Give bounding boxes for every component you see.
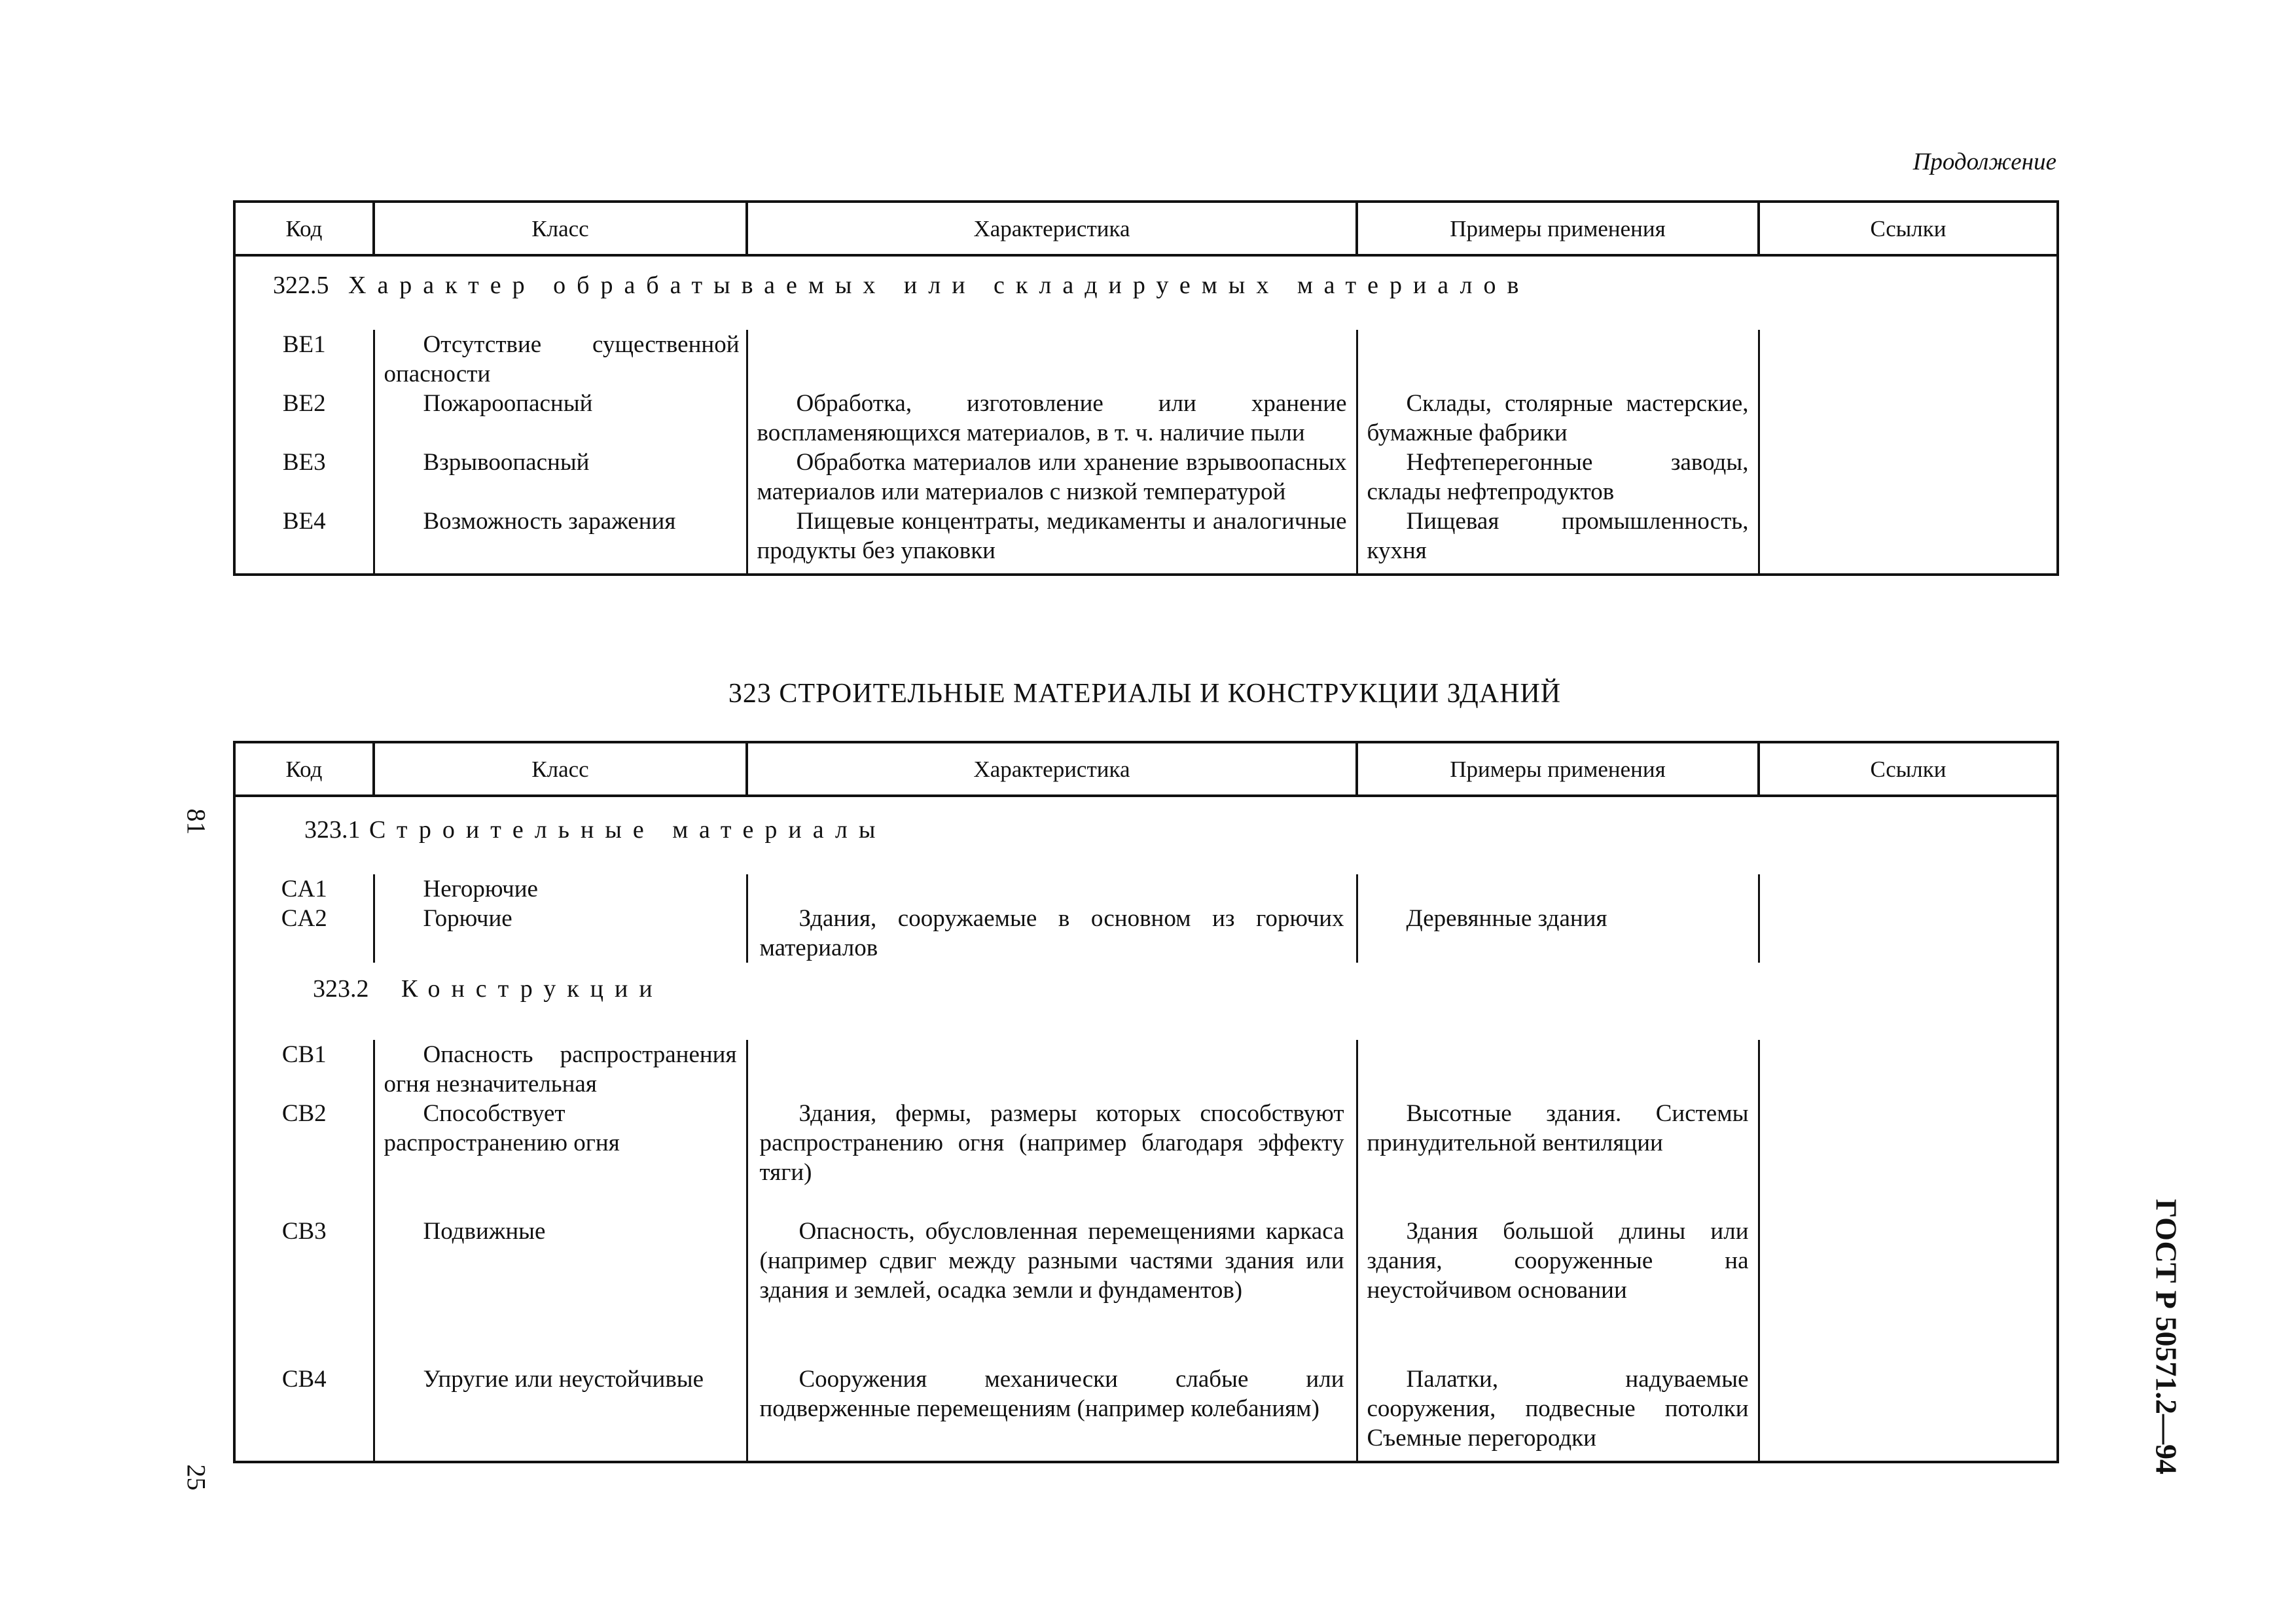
row-refs xyxy=(1759,507,2058,565)
header-refs: Ссылки xyxy=(1759,202,2058,255)
table-row xyxy=(234,874,2058,904)
row-characteristic: Здания, сооружаемые в основном из горючих материалов xyxy=(747,904,1357,963)
row-code: CA1 xyxy=(234,874,374,904)
header-characteristic: Характеристика xyxy=(747,202,1357,255)
section-title: Строительные материалы xyxy=(369,816,887,844)
section-number: 323.1 xyxy=(304,816,361,844)
table-row xyxy=(234,1217,2058,1364)
row-class: Негорючие xyxy=(374,874,747,904)
header-refs: Ссылки xyxy=(1759,742,2058,796)
row-class: Опасность распространения огня незначительная xyxy=(374,1040,747,1099)
row-examples xyxy=(1357,1040,1759,1099)
row-class: Возможность заражения xyxy=(374,507,747,565)
row-class: Упругие или неустойчивые xyxy=(374,1364,747,1453)
row-code: CB2 xyxy=(234,1099,374,1217)
row-examples: Нефтеперегонные заводы, склады нефтепродуктов xyxy=(1357,448,1759,507)
section-row xyxy=(234,255,2058,330)
continuation-label: Продолжение xyxy=(1912,149,2056,175)
page-number-81: 81 xyxy=(181,808,211,835)
section-title: Конструкции xyxy=(401,975,664,1003)
table-row xyxy=(234,1040,2058,1099)
row-refs xyxy=(1759,904,2058,963)
row-code: BE3 xyxy=(234,448,374,507)
row-class: Подвижные xyxy=(374,1217,747,1364)
standard-code: ГОСТ Р 50571.2—94 xyxy=(2149,1199,2183,1474)
row-class: Горючие xyxy=(374,904,747,963)
row-examples: Склады, столярные мастерские, бумажные фабрики xyxy=(1357,389,1759,448)
row-class: Способствует распространению огня xyxy=(374,1099,747,1217)
row-code: CB1 xyxy=(234,1040,374,1099)
row-code: BE2 xyxy=(234,389,374,448)
row-class: Взрывоопасный xyxy=(374,448,747,507)
row-examples: Деревянные здания xyxy=(1357,904,1759,963)
row-examples: Здания большой длины или здания, сооруженные на неустойчивом основании xyxy=(1357,1217,1759,1364)
table-row xyxy=(234,389,2058,448)
row-characteristic: Пищевые концентраты, медикаменты и аналогичные продукты без упаковки xyxy=(747,507,1357,565)
header-class: Класс xyxy=(374,202,747,255)
header-examples: Примеры применения xyxy=(1357,742,1759,796)
row-refs xyxy=(1759,389,2058,448)
table-row xyxy=(234,448,2058,507)
row-class: Пожароопасный xyxy=(374,389,747,448)
row-refs xyxy=(1759,330,2058,389)
row-refs xyxy=(1759,448,2058,507)
table-322-5 xyxy=(233,200,2059,576)
row-class: Отсутствие существенной опасности xyxy=(374,330,747,389)
row-characteristic xyxy=(747,1040,1357,1099)
row-characteristic: Здания, фермы, размеры которых способствуют распространению огня (например благодаря эффекту тяги) xyxy=(747,1099,1357,1217)
table-header-row xyxy=(234,742,2058,796)
row-characteristic: Опасность, обусловленная перемещениями каркаса (например сдвиг между разными частями здания или здания и землей, осадка земли и фундаментов) xyxy=(747,1217,1357,1364)
table-row xyxy=(234,1364,2058,1453)
header-characteristic: Характеристика xyxy=(747,742,1357,796)
page-number-25: 25 xyxy=(181,1464,211,1491)
row-refs xyxy=(1759,1364,2058,1453)
table-row xyxy=(234,507,2058,565)
header-class: Класс xyxy=(374,742,747,796)
row-examples: Пищевая промышленность, кухня xyxy=(1357,507,1759,565)
row-code: BE4 xyxy=(234,507,374,565)
table-row xyxy=(234,904,2058,963)
row-code: CB4 xyxy=(234,1364,374,1453)
table-row xyxy=(234,1099,2058,1217)
row-characteristic: Обработка материалов или хранение взрывоопасных материалов или материалов с низкой температурой xyxy=(747,448,1357,507)
table-header-row xyxy=(234,202,2058,255)
row-characteristic xyxy=(747,874,1357,904)
row-examples xyxy=(1357,874,1759,904)
table-323 xyxy=(233,741,2059,1463)
row-code: CA2 xyxy=(234,904,374,963)
row-examples: Высотные здания. Системы принудительной вентиляции xyxy=(1357,1099,1759,1217)
header-code: Код xyxy=(234,202,374,255)
row-refs xyxy=(1759,874,2058,904)
section-heading-323: 323 СТРОИТЕЛЬНЫЕ МАТЕРИАЛЫ И КОНСТРУКЦИИ ЗДАНИЙ xyxy=(728,679,1562,709)
section-number: 322.5 xyxy=(273,272,329,299)
row-characteristic: Сооружения механически слабые или подверженные перемещениям (например колебаниям) xyxy=(747,1364,1357,1453)
section-row xyxy=(234,963,2058,1040)
row-refs xyxy=(1759,1040,2058,1099)
row-examples: Палатки, надуваемые сооружения, подвесные потолки Съемные перегородки xyxy=(1357,1364,1759,1453)
section-title: Характер обрабатываемых или складируемых материалов xyxy=(348,272,1530,299)
row-characteristic xyxy=(747,330,1357,389)
row-characteristic: Обработка, изготовление или хранение воспламеняющихся материалов, в т. ч. наличие пыли xyxy=(747,389,1357,448)
row-refs xyxy=(1759,1099,2058,1217)
table-row xyxy=(234,330,2058,389)
row-examples xyxy=(1357,330,1759,389)
row-refs xyxy=(1759,1217,2058,1364)
header-code: Код xyxy=(234,742,374,796)
section-row xyxy=(234,796,2058,874)
row-code: CB3 xyxy=(234,1217,374,1364)
header-examples: Примеры применения xyxy=(1357,202,1759,255)
section-number: 323.2 xyxy=(313,975,369,1003)
row-code: BE1 xyxy=(234,330,374,389)
